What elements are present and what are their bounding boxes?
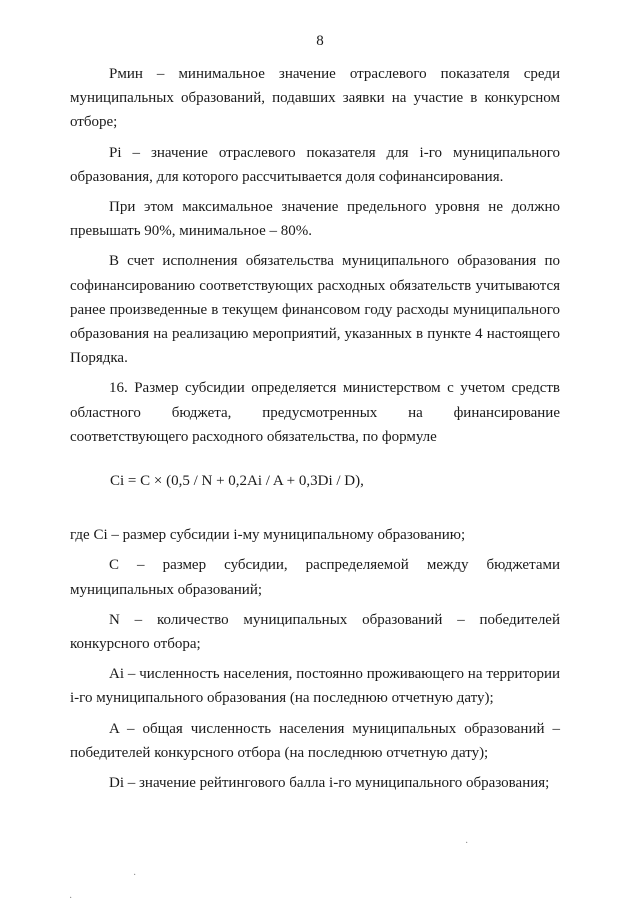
definition-c: C – размер субсидии, распределяемой между бюджетами муниципальных образований; [70, 557, 560, 598]
definition-n: N – количество муниципальных образований – победителей конкурсного отбора; [70, 611, 560, 653]
paragraph-pi [70, 141, 560, 189]
pi-symbol: Pi [109, 144, 122, 161]
pmin-symbol: Pмин [109, 66, 143, 82]
scan-speck: · [69, 893, 73, 904]
definition-ci: где Ci – размер субсидии i-му муниципальному образованию; [70, 527, 466, 544]
paragraph-cofinancing: В счет исполнения обязательства муниципального образования по софинансированию соответствующих расходных обязательств учитываются ранее произведенные в текущем финансовом году расходы муниципального образования на реализацию мероприятий, указанных в пункте 4 настоящего Порядка. [70, 253, 560, 367]
scan-speck: · [465, 838, 469, 849]
page-number: 8 [316, 33, 324, 49]
definition-di: Di – значение рейтингового балла i-го муниципального образования; [109, 775, 550, 792]
paragraph-pmin [70, 62, 560, 135]
pi-text: – значение отраслевого показателя для i-го муниципального образования, для которого рассчитывается доля софинансирования. [70, 144, 560, 185]
pmin-text: – минимальное значение отраслевого показателя среди муниципальных образований, подавших заявки на участие в конкурсном отборе; [70, 66, 560, 131]
paragraph-16: 16. Размер субсидии определяется министерством с учетом средств областного бюджета, предусмотренных на финансирование соответствующего расходного обязательства, по формуле [70, 380, 560, 445]
scan-speck: · [133, 870, 137, 881]
paragraph-limits: При этом максимальное значение предельного уровня не должно превышать 90%, минимальное – 80%. [70, 199, 560, 240]
formula: Ci = C × (0,5 / N + 0,2Ai / A + 0,3Di / D), [110, 473, 364, 490]
definition-a: A – общая численность населения муниципальных образований – победителей конкурсного отбора (на последнюю отчетную дату); [70, 720, 560, 761]
document-body [70, 62, 560, 795]
definition-ai: Ai – численность населения, постоянно проживающего на территории i-го муниципального образования (на последнюю отчетную дату); [70, 666, 560, 707]
